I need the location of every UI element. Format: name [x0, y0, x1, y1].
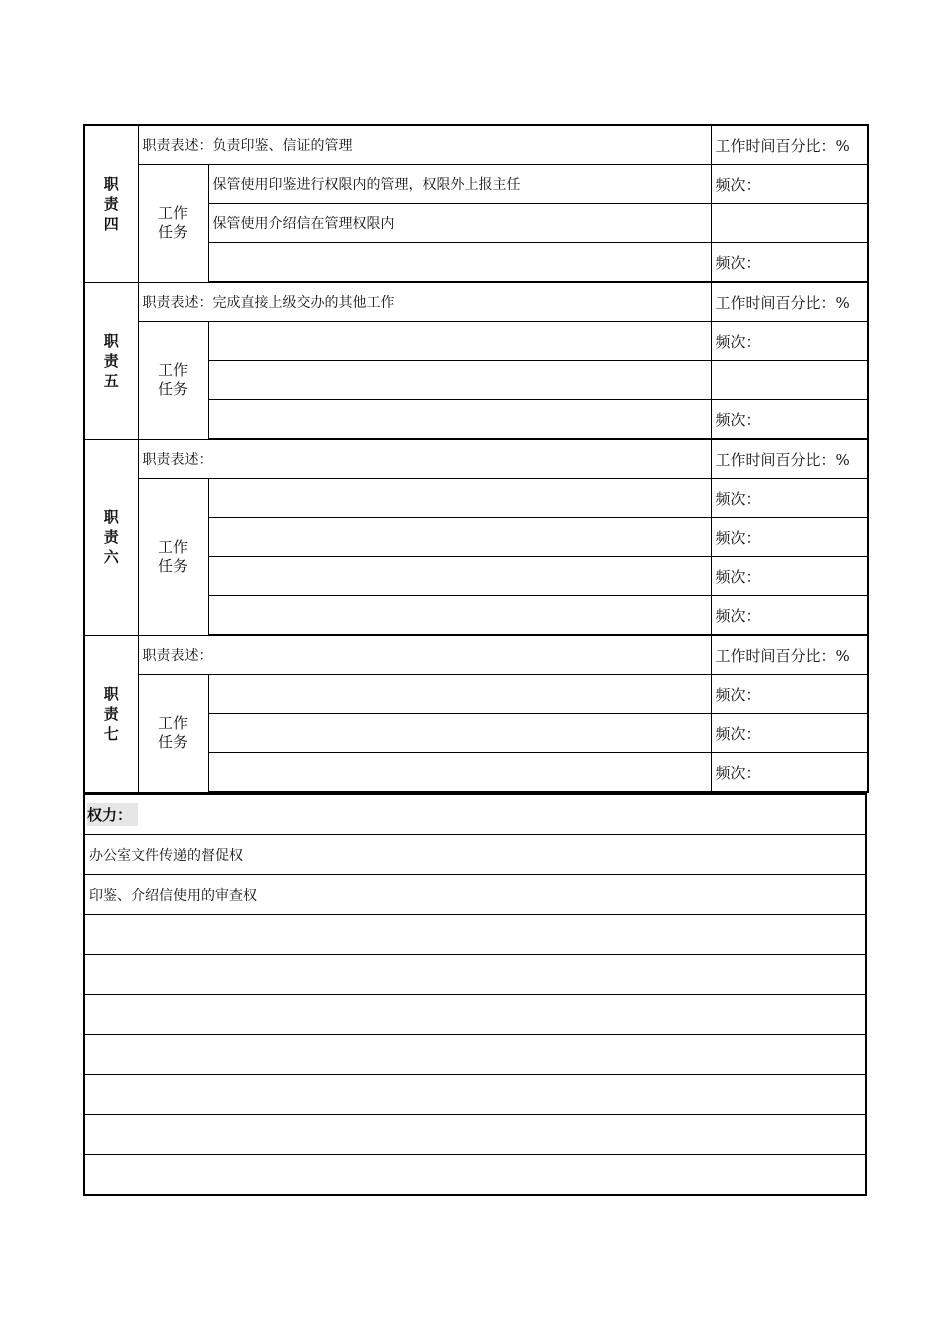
task-text [208, 400, 711, 440]
task-header [138, 675, 208, 793]
power-item [84, 1115, 866, 1155]
task-frequency [711, 204, 868, 243]
duty-label-char: 六 [103, 548, 119, 566]
power-item-row [84, 995, 866, 1035]
duties-table [83, 124, 869, 793]
duty-label-char: 职 [103, 174, 119, 193]
duty-description-row [84, 125, 868, 165]
power-item [84, 995, 866, 1035]
task-frequency: 频次： [711, 557, 868, 596]
power-item-row [84, 1075, 866, 1115]
power-item [84, 915, 866, 955]
duty-description: 职责表述：负责印鉴、信证的管理 [138, 125, 711, 165]
task-frequency: 频次： [711, 675, 868, 714]
task-frequency: 频次： [711, 400, 868, 440]
task-text [208, 479, 711, 518]
job-description-sheet [83, 124, 867, 1196]
duty-label-char: 责 [103, 528, 119, 546]
duty-label [84, 282, 138, 439]
duty-label-char: 四 [103, 214, 119, 233]
task-frequency: 频次： [711, 165, 868, 204]
time-percent-label: 工作时间百分比：% [711, 282, 868, 322]
task-header-line: 工作 [157, 204, 188, 223]
power-table [83, 793, 867, 1196]
power-item-row [84, 1115, 866, 1155]
task-header-line: 任务 [157, 733, 188, 752]
time-percent-label: 工作时间百分比：% [711, 125, 868, 165]
task-row [84, 479, 868, 518]
duty-label-char: 责 [103, 351, 119, 370]
task-frequency: 频次： [711, 714, 868, 753]
power-item-row [84, 915, 866, 955]
power-item-row [84, 1035, 866, 1075]
task-text [208, 243, 711, 283]
time-percent-label: 工作时间百分比：% [711, 635, 868, 675]
power-item-row [84, 955, 866, 995]
power-title: 权力： [87, 803, 138, 826]
task-header-line: 任务 [157, 223, 188, 242]
power-item-row [84, 1155, 866, 1196]
power-item [84, 955, 866, 995]
task-text [208, 322, 711, 361]
duty-label-char: 五 [103, 371, 119, 390]
task-frequency: 频次： [711, 322, 868, 361]
duty-description-row [84, 282, 868, 322]
power-item [84, 1075, 866, 1115]
task-text [208, 714, 711, 753]
power-item-row [84, 875, 866, 915]
task-header [138, 479, 208, 636]
duty-description-row [84, 635, 868, 675]
power-item [84, 1035, 866, 1075]
duty-description: 职责表述： [138, 635, 711, 675]
task-frequency: 频次： [711, 518, 868, 557]
task-header [138, 322, 208, 440]
duty-label-char: 七 [103, 724, 119, 743]
task-text [208, 361, 711, 400]
duty-description: 职责表述： [138, 439, 711, 479]
task-frequency: 频次： [711, 243, 868, 283]
task-row [84, 322, 868, 361]
task-header [138, 165, 208, 283]
task-text [208, 753, 711, 793]
task-header-line: 工作 [157, 537, 188, 556]
duty-label-char: 职 [103, 331, 119, 350]
duty-label [84, 125, 138, 282]
power-item: 办公室文件传递的督促权 [84, 835, 866, 875]
task-text [208, 596, 711, 636]
time-percent-label: 工作时间百分比：% [711, 439, 868, 479]
task-header-line: 任务 [157, 556, 188, 575]
task-row [84, 165, 868, 204]
task-header-line: 工作 [157, 714, 188, 733]
task-header-line: 任务 [157, 380, 188, 399]
task-text: 保管使用印鉴进行权限内的管理，权限外上报主任 [208, 165, 711, 204]
duty-label-char: 责 [103, 194, 119, 213]
power-item [84, 1155, 866, 1196]
task-row [84, 675, 868, 714]
task-frequency: 频次： [711, 596, 868, 636]
duty-label [84, 439, 138, 635]
power-item: 印鉴、介绍信使用的审查权 [84, 875, 866, 915]
power-item-row [84, 835, 866, 875]
task-frequency: 频次： [711, 753, 868, 793]
task-text [208, 675, 711, 714]
task-text [208, 557, 711, 596]
task-text: 保管使用介绍信在管理权限内 [208, 204, 711, 243]
duty-description-row [84, 439, 868, 479]
task-header-line: 工作 [157, 361, 188, 380]
task-frequency: 频次： [711, 479, 868, 518]
duty-label-char: 职 [103, 684, 119, 703]
duty-label-char: 职 [103, 508, 119, 526]
power-title-row [84, 794, 866, 835]
task-text [208, 518, 711, 557]
task-frequency [711, 361, 868, 400]
duty-label-char: 责 [103, 704, 119, 723]
duty-description: 职责表述：完成直接上级交办的其他工作 [138, 282, 711, 322]
duty-label [84, 635, 138, 792]
